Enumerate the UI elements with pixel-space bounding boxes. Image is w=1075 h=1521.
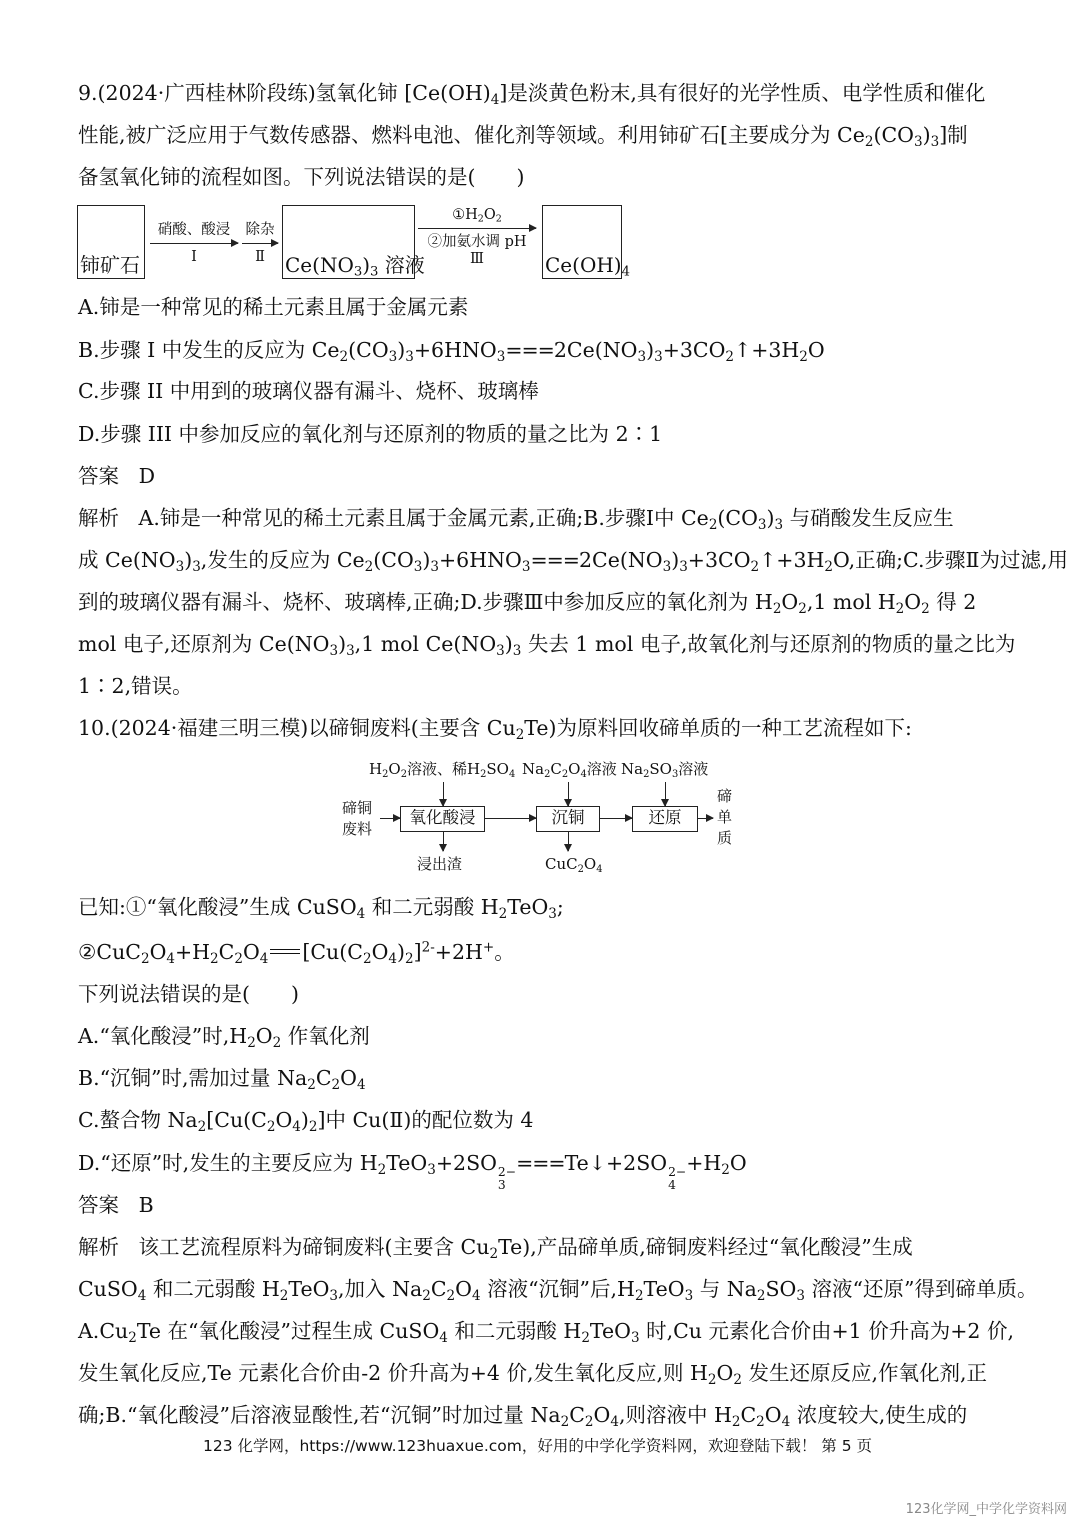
q9-option-c: C.步骤 II 中用到的玻璃仪器有漏斗、烧杯、玻璃棒 [78,379,539,403]
flow-waste-1: 浸出渣 [417,855,463,873]
flow-arrow2-step: Ⅱ [255,249,265,265]
flow-down-arrow-4 [443,831,444,851]
flow-step-precipitate: 沉铜 [536,806,600,832]
q9-stem-line1: 9.(2024·广西桂林阶段练)氢氧化铈 $[Ce(OH)_4]$是淡黄色粉末,具有很好的光学性质、电学性质和催化 [78,81,986,108]
flow-box-product: $Ce(OH)_4$ [542,205,622,279]
q10-option-a: A.“氧化酸浸”时$,H_2O_2$ 作氧化剂 [78,1024,370,1051]
q10-analysis-line2: CuSO$_4$ 和二元弱酸 $H_2TeO_3$,加入 $Na_2C_2O_4$ 溶液“沉铜”后$,H_2TeO_3$ 与 $Na_2SO_3$ 溶液“还原”得到碲单质。 [78,1277,1038,1304]
flow-reagent-1: $H_2O_2$溶液、稀$H_2SO_4$ [369,760,516,780]
q10-answer: 答案 B [78,1193,154,1217]
flow-down-arrow-1 [443,782,444,806]
q10-option-c: C.螯合物 $Na_2[Cu(C_2O_4)_2]$中 Cu(Ⅱ)的配位数为 4 [78,1108,534,1135]
flow-step-oxidize: 氧化酸浸 [400,806,485,832]
q9-analysis-line1: 解析 A.铈是一种常见的稀土元素且属于金属元素,正确;B.步骤Ⅰ中 $Ce_2(CO_3)_3$ 与硝酸发生反应生 [78,506,954,533]
watermark-text: 123化学网_中学化学资料网 [905,1502,1067,1517]
page-footer: 123 化学网，https://www.123huaxue.com，好用的中学化学资料网，欢迎登陆下载！ 第 5 页 [202,1437,873,1455]
flow-arrow3-label1: $①H_2O_2$ [452,207,502,225]
flow-down-arrow-2 [568,782,569,806]
flow-down-arrow-5 [568,831,569,851]
q10-option-b: B.“沉铜”时,需加过量 $Na_2C_2O_4$ [78,1066,366,1093]
q9-stem-line2: 性能,被广泛应用于气数传感器、燃料电池、催化剂等领域。利用铈矿石[主要成分为 $Ce_2(CO_3)_3$]制 [78,123,968,150]
q10-known-2: $②CuC_2O_4+H_2C_2O_4$ $[Cu(C_2O_4)_2]^{2-}+2H^+$。 [78,939,515,967]
flow-reagent-3: $Na_2SO_3$溶液 [621,760,709,780]
q10-stem: 10.(2024·福建三明三模)以碲铜废料(主要含 $Cu_2Te$)为原料回收碲单质的一种工艺流程如下: [78,716,912,743]
flow-input-l2: 废料 [342,820,373,838]
q10-ask: 下列说法错误的是( ) [78,982,299,1006]
flow-q10-arrow-2 [599,818,632,819]
flow-q10-arrow-1 [484,818,536,819]
flow-input-l1: 碲铜 [342,799,373,817]
flow-arrow1-step: Ⅰ [191,249,197,265]
flow-box-ore: 铈矿石 [77,205,145,279]
flow-step-reduce: 还原 [632,806,698,832]
q9-option-a: A.铈是一种常见的稀土元素且属于金属元素 [78,295,469,319]
q9-analysis-line3: 到的玻璃仪器有漏斗、烧杯、玻璃棒,正确;D.步骤Ⅲ中参加反应的氧化剂为 $H_2O_2,1$ mol $H_2O_2$ 得 2 [78,590,977,617]
q10-analysis-line5: 确;B.“氧化酸浸”后溶液显酸性,若“沉铜”时加过量 $Na_2C_2O_4$,则溶液中 $H_2C_2O_4$ 浓度较大,使生成的 [78,1403,968,1430]
q9-answer: 答案 D [78,464,155,488]
flow-q10-arrow-0 [380,818,400,819]
flow-arrow-2 [242,243,278,244]
flow-arrow3-label2: ②加氨水调 pH [427,234,527,250]
flow-arrow-3 [418,228,536,229]
equilibrium-arrow-icon [270,947,300,957]
q9-option-b: B.步骤 Ⅰ 中发生的反应为 $Ce_2(CO_3)_3+6HNO_3===2Ce(NO_3)_3+3CO_2↑+3H_2O$ [78,338,825,365]
q10-analysis-line4: 发生氧化反应,Te 元素化合价由-2 价升高为+4 价,发生氧化反应,则 $H_2O_2$ 发生还原反应,作氧化剂,正 [78,1361,987,1388]
flow-waste-2: $CuC_2O_4$ [545,855,603,875]
flow-arrow1-label: 硝酸、酸浸 [157,222,231,238]
flow-arrow2-label: 除杂 [245,222,275,238]
flow-reagent-2: $Na_2C_2O_4$溶液 [522,760,617,780]
q10-analysis-line3: $A.Cu_2Te$ 在“氧化酸浸”过程生成 CuSO$_4$ 和二元弱酸 $H_2TeO_3$ 时,Cu 元素化合价由+1 价升高为+2 价, [78,1319,1014,1346]
flow-arrow-1 [150,243,238,244]
flow-box-solution: $Ce(NO_3)_3$ 溶液 [282,205,415,279]
q10-known-1: 已知:①“氧化酸浸”生成 CuSO$_4$ 和二元弱酸 $H_2TeO_3$; [78,895,564,922]
q9-analysis-line2: 成 $Ce(NO_3)_3$,发生的反应为 $Ce_2(CO_3)_3+6HNO_3===2Ce(NO_3)_3+3CO_2↑+3H_2O$,正确;C.步骤Ⅱ为过滤,用 [78,548,1068,575]
flow-output-l2: 单 [717,808,733,826]
q9-option-d: D.步骤 III 中参加反应的氧化剂与还原剂的物质的量之比为 2∶1 [78,422,663,446]
q9-analysis-line4: mol 电子,还原剂为 $Ce(NO_3)_3,1$ mol $Ce(NO_3)_3$ 失去 1 mol 电子,故氧化剂与还原剂的物质的量之比为 [78,632,1016,659]
flow-q10-arrow-3 [697,818,713,819]
q10-option-d: D.“还原”时,发生的主要反应为 $H_2TeO_3+2SO$ 2− 3 ===Te↓+2SO 2− 4 $+H_2O$ [78,1151,747,1193]
q9-analysis-line5: 1∶2,错误。 [78,674,193,698]
flow-arrow3-step: Ⅲ [470,251,484,267]
flow-output-l3: 质 [717,829,733,847]
q9-stem-line3: 备氢氧化铈的流程如图。下列说法错误的是( ) [78,165,525,189]
q10-analysis-line1: 解析 该工艺流程原料为碲铜废料(主要含 $Cu_2Te$),产品碲单质,碲铜废料经过“氧化酸浸”生成 [78,1235,913,1262]
flow-output-l1: 碲 [717,787,733,805]
flow-down-arrow-3 [665,782,666,806]
